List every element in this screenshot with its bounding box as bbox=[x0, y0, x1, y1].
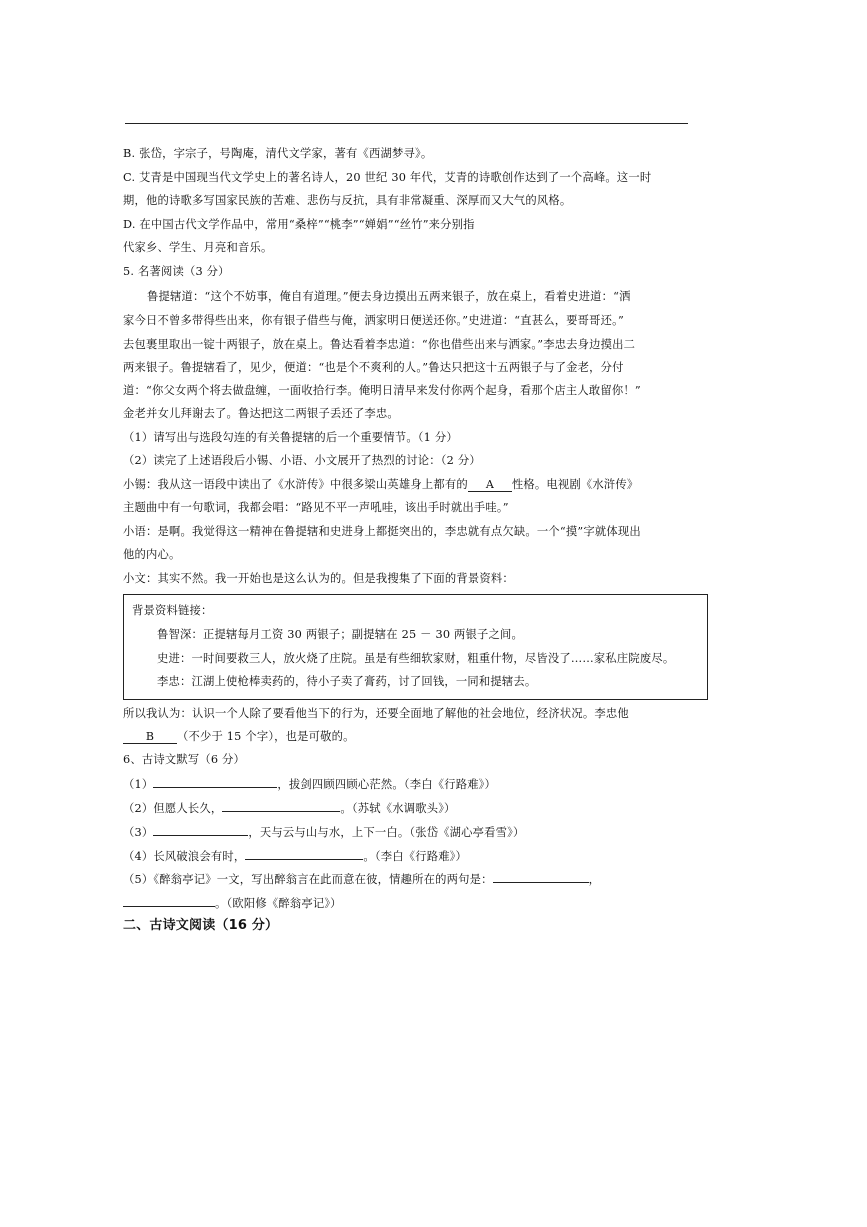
question-6-heading: 6、古诗文默写（6 分） bbox=[123, 753, 246, 766]
xiaoxi-line2: 主题曲中有一句歌词，我都会唱：“路见不平一声吼哇，该出手时就出手哇。” bbox=[123, 501, 509, 514]
fill-blank[interactable] bbox=[222, 799, 340, 812]
passage-line: 道：“你父女两个将去做盘缠，一面收拾行李。俺明日清早来发付你两个起身，看那个店主人敢留你！” bbox=[123, 384, 641, 397]
background-item: 鲁智深：正提辖每月工资 30 两银子；副提辖在 25 － 30 两银子之间。 bbox=[157, 628, 523, 641]
answer-blank-a[interactable]: A bbox=[468, 479, 512, 492]
passage-line: 去包裹里取出一锭十两银子，放在桌上。鲁达看着李忠道：“你也借些出来与洒家。”李忠去身边摸出二 bbox=[123, 338, 636, 351]
recitation-3 bbox=[123, 823, 525, 841]
xiaoyu-line2: 他的内心。 bbox=[123, 548, 181, 561]
recitation-text: ，拔剑四顾四顾心茫然。（李白《行路难》） bbox=[277, 778, 497, 791]
recitation-5-line1 bbox=[123, 870, 600, 888]
passage-line: 鲁提辖道：“这个不妨事，俺自有道理。”便去身边摸出五两来银子，放在桌上，看着史进道：“洒 bbox=[147, 290, 631, 303]
recitation-text: （4）长风破浪会有时， bbox=[123, 850, 246, 863]
conclusion-line1: 所以我认为：认识一个人除了要看他当下的行为，还要全面地了解他的社会地位，经济状况。李忠他 bbox=[123, 707, 629, 720]
passage-line: 家今日不曾多带得些出来，你有银子借些与俺，洒家明日便送还你。”史进道：“直甚么，要哥哥还。” bbox=[123, 314, 624, 327]
recitation-text: 。（苏轼《水调歌头》） bbox=[340, 802, 456, 815]
fill-blank[interactable] bbox=[493, 870, 589, 883]
fill-blank[interactable] bbox=[153, 823, 248, 836]
fill-blank[interactable] bbox=[123, 894, 215, 907]
recitation-2 bbox=[123, 799, 456, 817]
answer-blank-b[interactable]: B bbox=[123, 731, 177, 744]
background-item: 李忠：江湖上使枪棒卖药的，待小子卖了膏药，讨了回钱，一同和提辖去。 bbox=[157, 675, 537, 688]
recitation-text: （2）但愿人长久， bbox=[123, 802, 223, 815]
subquestion-1: （1）请写出与选段勾连的有关鲁提辖的后一个重要情节。（1 分） bbox=[123, 431, 458, 444]
xiaoxi-line1 bbox=[123, 477, 638, 493]
recitation-text: 。（李白《行路难》） bbox=[363, 850, 468, 863]
recitation-text: 。（欧阳修《醉翁亭记》） bbox=[215, 897, 342, 910]
xiaoxi-text-a: 小锡：我从这一语段中读出了《水浒传》中很多梁山英雄身上都有的 bbox=[123, 478, 468, 491]
option-d-line2: 代家乡、学生、月亮和音乐。 bbox=[123, 241, 273, 254]
passage-line: 两来银子。鲁提辖看了，见少，便道：“也是个不爽利的人。”鲁达只把这十五两银子与了金老，分付 bbox=[123, 361, 624, 374]
recitation-text: ， bbox=[588, 873, 601, 886]
option-c-line2: 期，他的诗歌多写国家民族的苦难、悲伤与反抗，具有非常凝重、深厚而又大气的风格。 bbox=[123, 194, 572, 207]
fill-blank[interactable] bbox=[153, 775, 277, 788]
recitation-5-line2 bbox=[123, 894, 342, 912]
background-info-box bbox=[123, 594, 708, 700]
fill-blank[interactable] bbox=[245, 847, 363, 860]
recitation-4 bbox=[123, 847, 467, 865]
option-c-line1: C. 艾青是中国现当代文学史上的著名诗人，20 世纪 30 年代，艾青的诗歌创作达到了一个高峰。这一时 bbox=[123, 171, 652, 184]
background-item: 史进：一时间要救三人，放火烧了庄院。虽是有些细软家财，粗重什物，尽皆没了……家私庄院废尽。 bbox=[157, 652, 675, 665]
subquestion-2: （2）读完了上述语段后小锡、小语、小文展开了热烈的讨论：（2 分） bbox=[123, 454, 481, 467]
recitation-text: ，天与云与山与水，上下一白。（张岱《湖心亭看雪》） bbox=[248, 826, 525, 839]
conclusion-text: （不少于 15 个字），也是可敬的。 bbox=[177, 730, 355, 743]
passage-line: 金老并女儿拜谢去了。鲁达把这二两银子丢还了李忠。 bbox=[123, 407, 399, 420]
xiaowen-line: 小文：其实不然。我一开始也是这么认为的。但是我搜集了下面的背景资料： bbox=[123, 572, 514, 585]
xiaoxi-text-b: 性格。电视剧《水浒传》 bbox=[511, 478, 639, 491]
question-5-heading: 5. 名著阅读（3 分） bbox=[123, 265, 230, 278]
option-d-line1: D. 在中国古代文学作品中，常用“桑梓”“桃李”“婵娟”“丝竹”来分别指 bbox=[123, 218, 475, 231]
recitation-1 bbox=[123, 775, 496, 793]
conclusion-line2 bbox=[123, 729, 355, 745]
recitation-label: （3） bbox=[123, 826, 154, 839]
background-title: 背景资料链接： bbox=[132, 604, 213, 617]
option-b: B. 张岱，字宗子，号陶庵，清代文学家，著有《西湖梦寻》。 bbox=[123, 147, 433, 160]
recitation-text: （5）《醉翁亭记》一文，写出醉翁言在此而意在彼，情趣所在的两句是： bbox=[123, 873, 493, 886]
section-2-heading: 二、古诗文阅读（16 分） bbox=[123, 918, 279, 933]
xiaoyu-line1: 小语：是啊。我觉得这一精神在鲁提辖和史进身上都挺突出的，李忠就有点欠缺。一个“摸”字就体现出 bbox=[123, 525, 641, 538]
recitation-label: （1） bbox=[123, 778, 154, 791]
header-rule bbox=[125, 123, 688, 124]
